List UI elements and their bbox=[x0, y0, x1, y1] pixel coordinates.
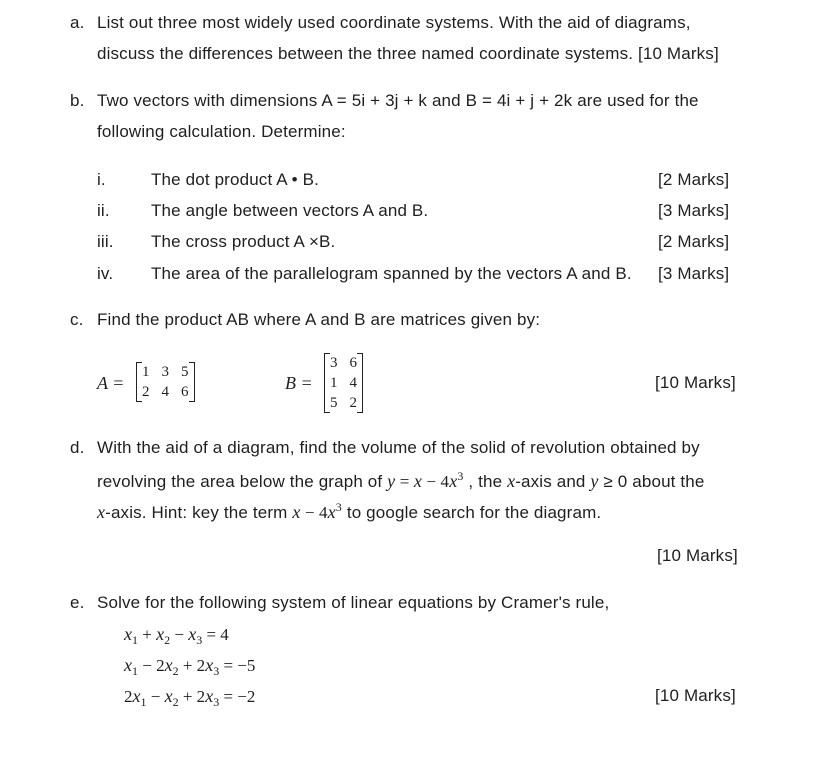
question-a-line1: List out three most widely used coordinate systems. With the aid of diagrams, bbox=[97, 13, 691, 32]
equation-2: $x_1 - 2x_2 + 2x_3 = -5$ bbox=[124, 655, 256, 678]
question-c-marks: [10 Marks] bbox=[655, 373, 736, 392]
subitem-marks: [3 Marks] bbox=[658, 201, 730, 220]
matrix-cell: 2 bbox=[142, 384, 150, 400]
matrix-cell: 4 bbox=[161, 384, 169, 400]
question-e-line1: Solve for the following system of linear equations by Cramer's rule, bbox=[97, 593, 610, 612]
matrix-cell: 3 bbox=[161, 364, 169, 380]
matrix-cell: 4 bbox=[349, 375, 357, 391]
question-d-line3: x-axis. Hint: key the term $x - 4x^3$ to google search for the diagram. bbox=[97, 500, 602, 522]
matrix-cell: 5 bbox=[181, 364, 189, 380]
question-b-label: b. bbox=[70, 91, 85, 110]
subitem-number: iv. bbox=[97, 264, 114, 283]
matrix-cell: 1 bbox=[142, 364, 150, 380]
subitem-number: iii. bbox=[97, 232, 114, 251]
matrix-cell: 6 bbox=[181, 384, 189, 400]
matrix-cell: 5 bbox=[330, 395, 338, 411]
question-d-line1: With the aid of a diagram, find the volume of the solid of revolution obtained by bbox=[97, 438, 700, 457]
question-e-marks: [10 Marks] bbox=[655, 686, 736, 705]
matrix-a-label: A = bbox=[97, 373, 125, 393]
question-e-label: e. bbox=[70, 593, 85, 612]
question-c-label: c. bbox=[70, 310, 84, 329]
subitem-text: The dot product A • B. bbox=[151, 170, 320, 189]
subitem-marks: [3 Marks] bbox=[658, 264, 730, 283]
subitem-text: The angle between vectors A and B. bbox=[151, 201, 429, 220]
subitem-text: The area of the parallelogram spanned by the vectors A and B. bbox=[151, 264, 632, 283]
matrix-cell: 1 bbox=[330, 375, 338, 391]
equation-3: $2x_1 - x_2 + 2x_3 = -2$ bbox=[124, 686, 256, 709]
question-c-line1: Find the product AB where A and B are matrices given by: bbox=[97, 310, 541, 329]
question-d-line2: revolving the area below the graph of $y = x - 4x^3$ , the x-axis and y ≥ 0 about the bbox=[97, 469, 705, 491]
question-a-line2: discuss the differences between the three named coordinate systems. [10 Marks] bbox=[97, 44, 719, 63]
subitem-number: ii. bbox=[97, 201, 110, 220]
matrix-cell: 2 bbox=[349, 395, 357, 411]
question-d-label: d. bbox=[70, 438, 85, 457]
subitem-text: The cross product A ×B. bbox=[151, 232, 336, 251]
subitem-marks: [2 Marks] bbox=[658, 170, 730, 189]
matrix-b bbox=[324, 353, 363, 413]
question-b-line2: following calculation. Determine: bbox=[97, 122, 346, 141]
question-b-line1: Two vectors with dimensions A = 5i + 3j + k and B = 4i + j + 2k are used for the bbox=[97, 91, 699, 110]
matrix-b-label: B = bbox=[285, 373, 313, 393]
question-a-label: a. bbox=[70, 13, 85, 32]
matrix-cell: 6 bbox=[349, 355, 357, 371]
subitem-number: i. bbox=[97, 170, 106, 189]
question-d-marks: [10 Marks] bbox=[657, 546, 738, 565]
equation-1: $x_1 + x_2 - x_3 = 4$ bbox=[124, 624, 229, 647]
subitem-marks: [2 Marks] bbox=[658, 232, 730, 251]
matrix-cell: 3 bbox=[330, 355, 338, 371]
matrix-a bbox=[136, 362, 195, 402]
